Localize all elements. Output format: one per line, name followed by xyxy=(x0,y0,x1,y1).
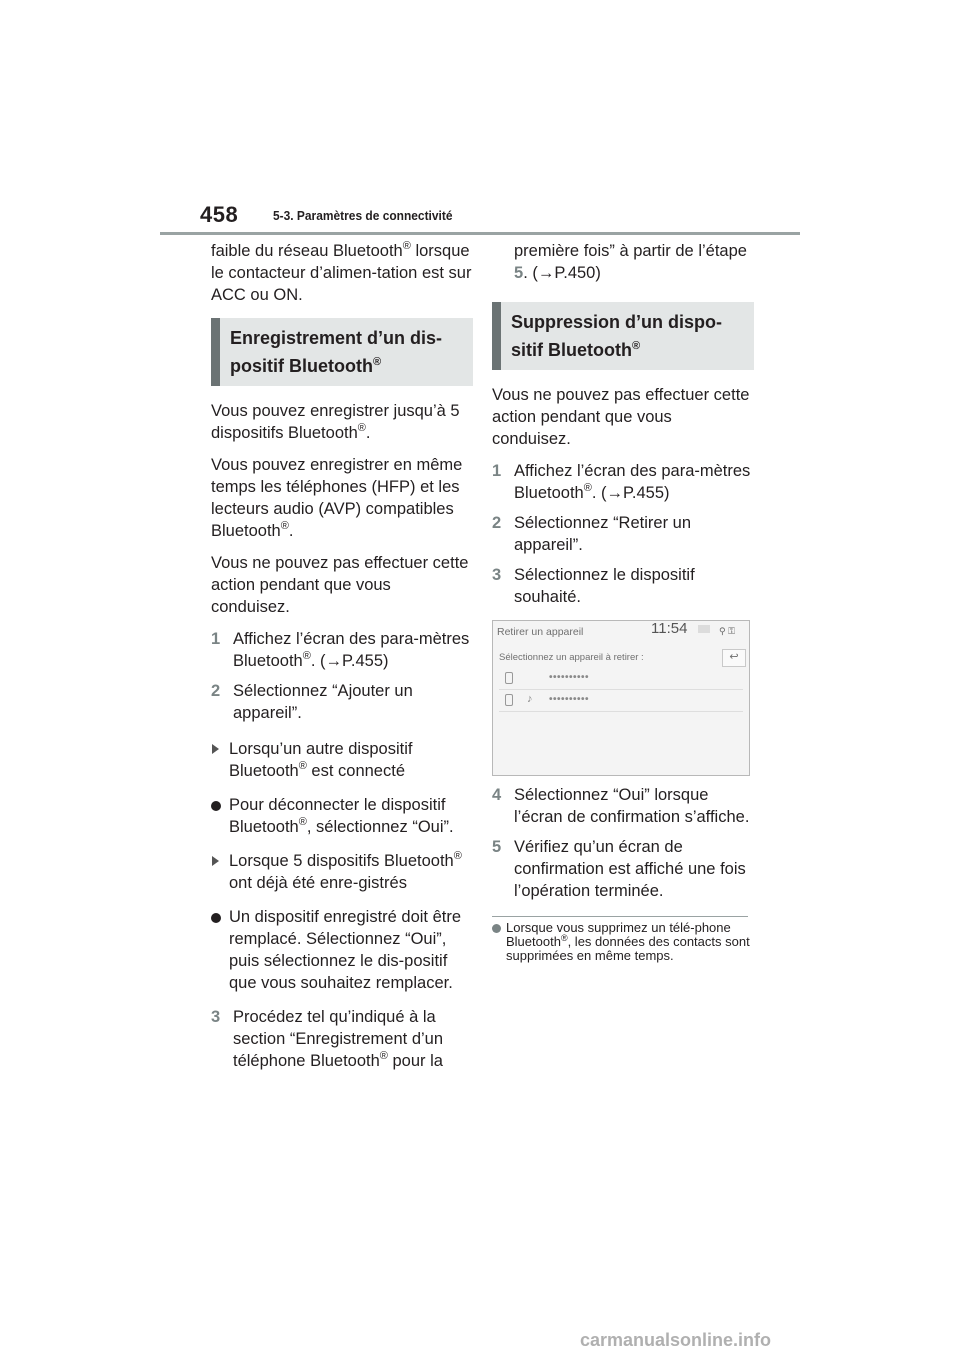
step-number: 5 xyxy=(492,838,502,856)
page-header xyxy=(160,198,800,238)
step-1: 1 Affichez l’écran des para-mètres Bluetooth®. (→P.455) xyxy=(492,462,751,502)
screen-clock: 11:54 xyxy=(651,620,688,637)
paragraph-compatible: Vous pouvez enregistrer en même temps les téléphones (HFP) et les lecteurs audio (AVP) compatibles Bluetooth®. xyxy=(211,456,463,540)
screen-subtitle: Sélectionnez un appareil à retirer : xyxy=(499,652,644,663)
step-2: 2 Sélectionnez “Ajouter un appareil”. xyxy=(211,682,413,722)
device-name: •••••••••• xyxy=(549,694,590,705)
note-bullet-icon xyxy=(492,924,501,933)
step-3: 3 Procédez tel qu’indiqué à la section “Enregistrement d’un téléphone Bluetooth® pour la xyxy=(211,1008,444,1070)
paragraph-driving-warning: Vous ne pouvez pas effectuer cette action pendant que vous conduisez. xyxy=(492,386,750,448)
heading-register-device: Enregistrement d’un dis-positif Bluetooth® xyxy=(211,318,473,386)
device-row[interactable] xyxy=(499,691,743,712)
dot-bullet-icon xyxy=(211,801,221,811)
watermark: carmanualsonline.info xyxy=(580,1330,772,1350)
music-note-icon: ♪ xyxy=(527,693,533,705)
phone-icon xyxy=(505,672,513,684)
step-3: 3 Sélectionnez le dispositif souhaité. xyxy=(492,566,695,606)
device-name: •••••••••• xyxy=(549,672,590,683)
step-number: 1 xyxy=(492,462,502,480)
heading-delete-device: Suppression d’un dispo-sitif Bluetooth® xyxy=(492,302,754,370)
status-bar-icon xyxy=(698,625,710,633)
step-number: 3 xyxy=(492,566,502,584)
step-number: 1 xyxy=(211,630,221,648)
screen-title: Retirer un appareil xyxy=(497,626,584,638)
status-icons: ⚲ ⚿ xyxy=(719,626,735,636)
case-max-registered: Lorsque 5 dispositifs Bluetooth® ont déjà été enre-gistrés xyxy=(211,850,473,894)
bullet-disconnect: Pour déconnecter le dispositif Bluetooth®, sélectionnez “Oui”. xyxy=(211,794,473,838)
screen-illustration xyxy=(492,620,750,776)
continuation-text: première fois” à partir de l’étape 5. (→P.450) xyxy=(514,242,747,282)
page-number: 458 xyxy=(200,202,239,227)
phone-icon xyxy=(505,694,513,706)
step-number: 3 xyxy=(211,1008,221,1026)
header-divider xyxy=(160,232,800,235)
step-4: 4 Sélectionnez “Oui” lorsque l’écran de confirmation s’affiche. xyxy=(492,786,750,826)
device-row[interactable] xyxy=(499,669,743,690)
step-2: 2 Sélectionnez “Retirer un appareil”. xyxy=(492,514,692,554)
paragraph-max-devices: Vous pouvez enregistrer jusqu’à 5 dispositifs Bluetooth®. xyxy=(211,402,460,442)
step-1: 1 Affichez l’écran des para-mètres Bluetooth®. (→P.455) xyxy=(211,630,470,670)
section-title: 5-3. Paramètres de connectivité xyxy=(273,208,453,223)
case-other-connected: Lorsqu’un autre dispositif Bluetooth® est connecté xyxy=(211,738,473,782)
back-icon[interactable]: ↩ xyxy=(722,649,746,667)
step-number: 2 xyxy=(492,514,502,532)
paragraph-driving-warning: Vous ne pouvez pas effectuer cette action pendant que vous conduisez. xyxy=(211,554,469,616)
dot-bullet-icon xyxy=(211,913,221,923)
intro-text: faible du réseau Bluetooth® lorsque le contacteur d’alimen-tation est sur ACC ou ON. xyxy=(211,240,472,304)
right-column xyxy=(492,240,754,963)
triangle-bullet-icon xyxy=(212,744,219,754)
note-contacts-deleted: Lorsque vous supprimez un télé-phone Bluetooth®, les données des contacts sont supprimées en même temps. xyxy=(492,921,754,963)
step-number: 4 xyxy=(492,786,502,804)
step-5: 5 Vérifiez qu’un écran de confirmation est affiché une fois l’opération terminée. xyxy=(492,838,746,900)
bullet-replace: Un dispositif enregistré doit être remplacé. Sélectionnez “Oui”, puis sélectionnez le dis-positif que vous souhaitez remplacer. xyxy=(211,906,473,994)
left-column xyxy=(211,240,473,1080)
step-number: 2 xyxy=(211,682,221,700)
triangle-bullet-icon xyxy=(212,856,219,866)
note-divider xyxy=(492,916,748,917)
